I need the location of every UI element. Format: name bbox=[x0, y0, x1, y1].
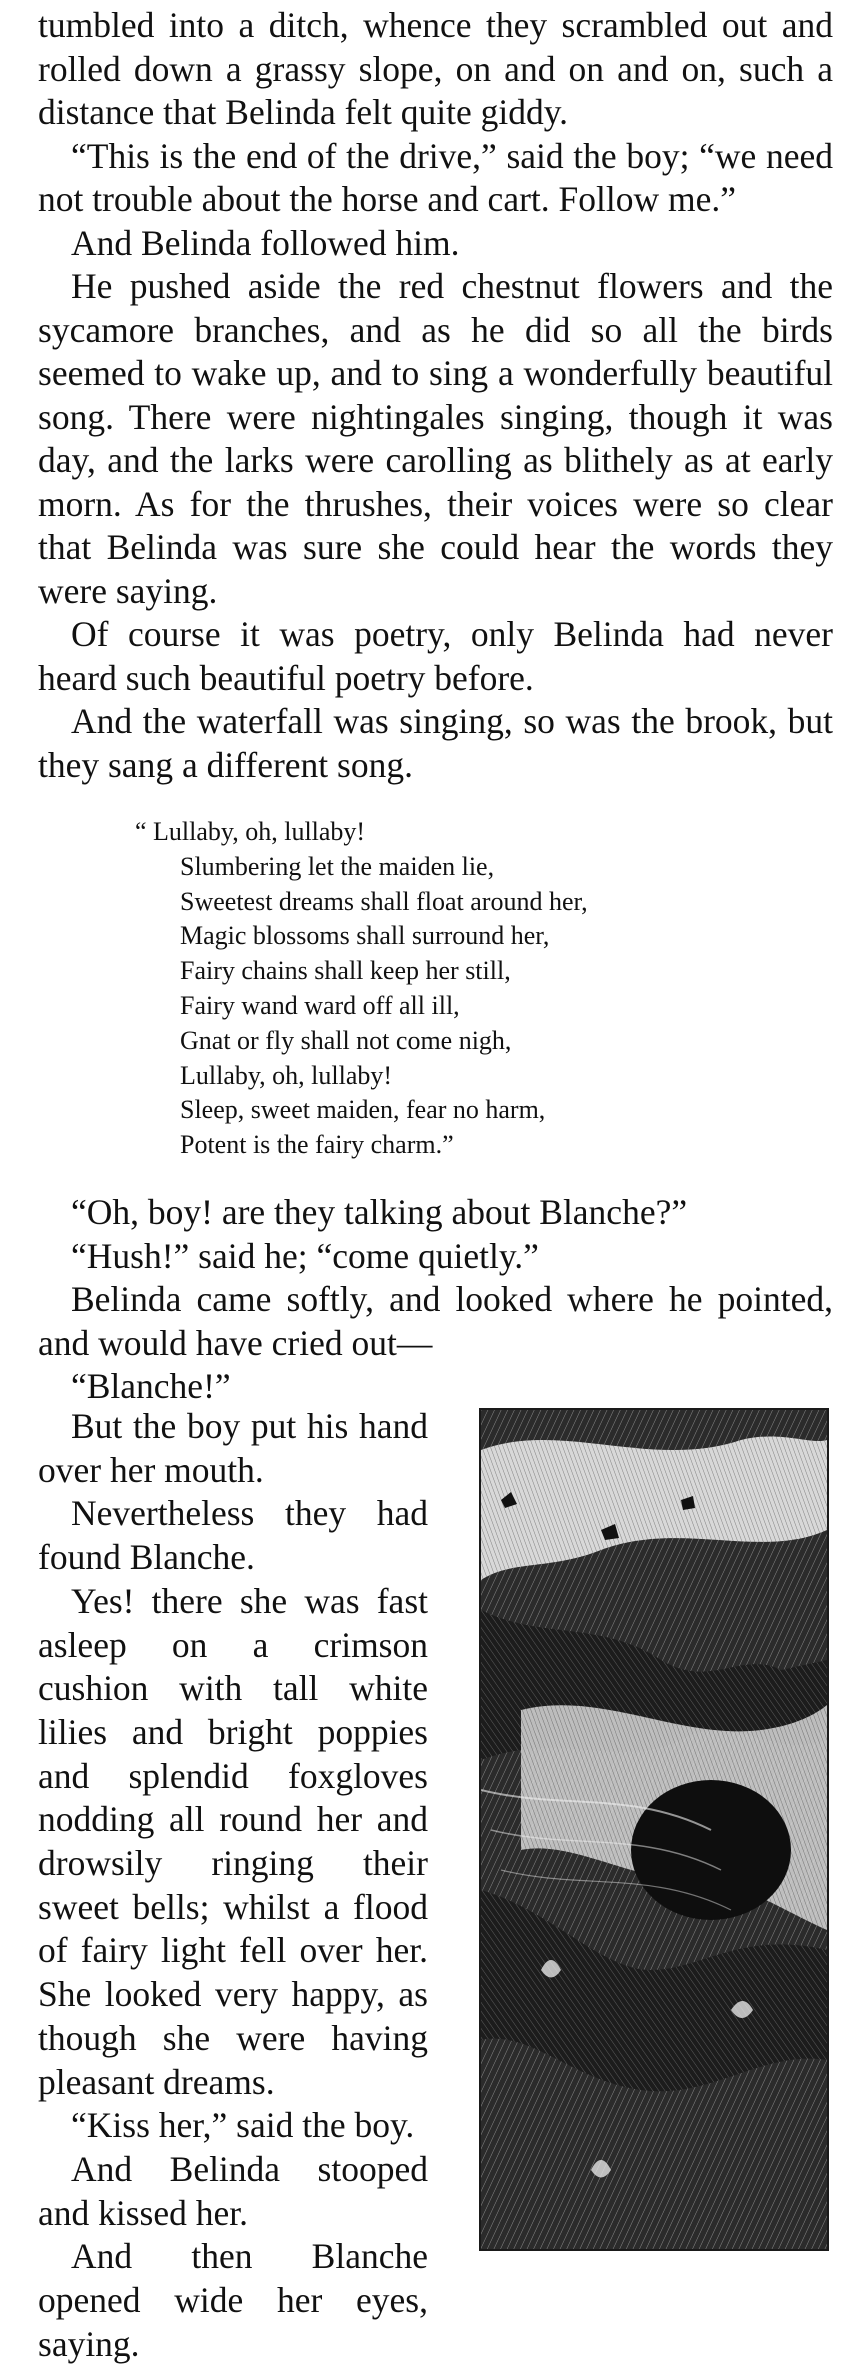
paragraph: But the boy put his hand over her mouth. bbox=[38, 1406, 428, 1490]
poem-line: Fairy wand ward off all ill, bbox=[180, 990, 460, 1020]
narrow-text-column bbox=[38, 1405, 428, 2366]
poem-line: Potent is the fairy charm.” bbox=[180, 1130, 454, 1160]
paragraph: “Hush!” said he; “come quietly.” bbox=[71, 1235, 539, 1276]
poem-line: Sleep, sweet maiden, fear no harm, bbox=[180, 1095, 546, 1125]
lullaby-poem bbox=[135, 815, 755, 1163]
paragraph: He pushed aside the red chestnut flowers and the sycamore branches, and as he did so all the birds seemed to wake up, and to sing a wonderfully beautiful song. There were nightingales singing, though it was day, and the larks were carolling as blithely as at early morn. As for the thrushes, their voices were so clear that Belinda was sure she could hear the words they were saying. bbox=[38, 266, 833, 611]
paragraph: Belinda came softly, and looked where he pointed, and would have cried out— bbox=[38, 1279, 833, 1363]
middle-text-block bbox=[38, 1191, 833, 1409]
top-text-block bbox=[38, 4, 833, 787]
paragraph: And Belinda stooped and kissed her. bbox=[38, 2148, 428, 2233]
paragraph: tumbled into a ditch, whence they scrambled out and rolled down a grassy slope, on and on and on, such a distance that Belinda felt quite giddy. bbox=[38, 5, 833, 132]
paragraph: “Kiss her,” said the boy. bbox=[71, 2105, 415, 2146]
poem-line: Gnat or fly shall not come nigh, bbox=[180, 1025, 512, 1055]
paragraph: Nevertheless they had found Blanche. bbox=[38, 1493, 428, 1578]
paragraph: Yes! there she was fast asleep on a crimson cushion with tall white lilies and bright poppies and splendid foxgloves nodding all round her and drowsily ringing their sweet bells; whilst a flood of fairy light fell over her. She looked very happy, as though she were having pleasant dreams. bbox=[38, 1580, 428, 2102]
paragraph: And Belinda followed him. bbox=[71, 222, 460, 263]
poem-line: Fairy chains shall keep her still, bbox=[180, 956, 511, 986]
paragraph: And then Blanche opened wide her eyes, saying. bbox=[38, 2236, 428, 2364]
paragraph: “This is the end of the drive,” said the boy; “we need not trouble about the horse and cart. Follow me.” bbox=[38, 135, 833, 219]
poem-line: Sweetest dreams shall float around her, bbox=[180, 886, 588, 916]
poem-line: Slumbering let the maiden lie, bbox=[180, 851, 495, 881]
poem-line: Magic blossoms shall surround her, bbox=[180, 921, 550, 951]
paragraph: Of course it was poetry, only Belinda had never heard such beautiful poetry before. bbox=[38, 614, 833, 698]
paragraph: And the waterfall was singing, so was the brook, but they sang a different song. bbox=[38, 701, 833, 785]
paragraph: “Blanche!” bbox=[71, 1366, 231, 1406]
engraving-illustration-icon bbox=[479, 1408, 829, 2251]
paragraph: “Oh, boy! are they talking about Blanche?” bbox=[71, 1192, 688, 1232]
poem-line: “ Lullaby, oh, lullaby! bbox=[135, 817, 366, 846]
poem-line: Lullaby, oh, lullaby! bbox=[180, 1060, 393, 1090]
